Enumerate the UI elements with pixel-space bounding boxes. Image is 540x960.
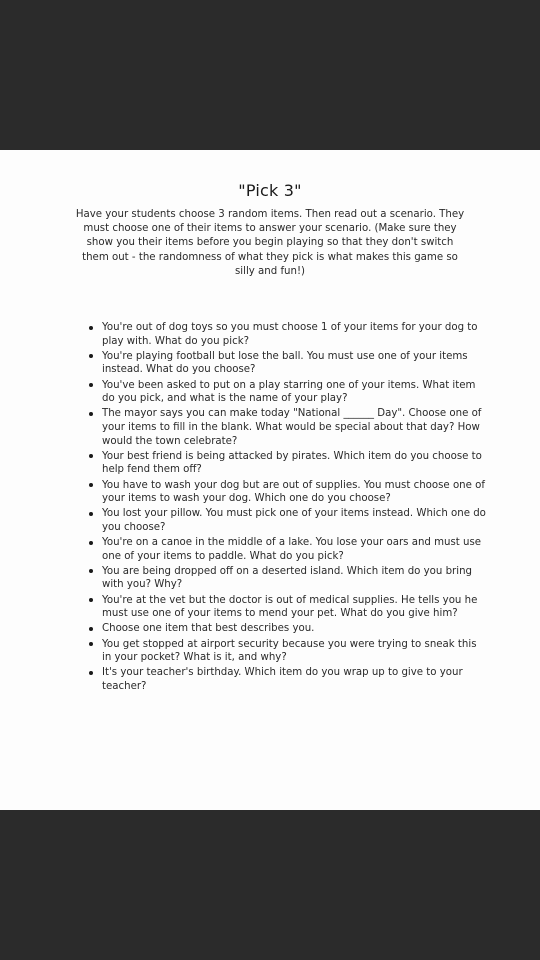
document-page [0, 150, 540, 810]
top-letterbox [0, 0, 540, 150]
intro-paragraph: Have your students choose 3 random items. Then read out a scenario. They must choose one of their items to answer your scenario. (Make sure they show you their items before you begin playing so that they don't switch them out - the randomness of what they pick is what makes this game so silly and fun!) [75, 209, 465, 277]
list-item: You're at the vet but the doctor is out of medical supplies. He tells you he must use one of your items to mend your pet. What do you give him? [102, 594, 487, 621]
page-title: "Pick 3" [238, 181, 302, 200]
list-item: Your best friend is being attacked by pirates. Which item do you choose to help fend them off? [102, 450, 487, 477]
list-item: Choose one item that best describes you. [102, 622, 487, 636]
list-item: You're playing football but lose the ball. You must use one of your items instead. What do you choose? [102, 350, 487, 377]
list-item: You've been asked to put on a play starring one of your items. What item do you pick, and what is the name of your play? [102, 379, 487, 406]
scenario-list [86, 321, 487, 695]
list-item: You are being dropped off on a deserted island. Which item do you bring with you? Why? [102, 565, 487, 592]
list-item: It's your teacher's birthday. Which item do you wrap up to give to your teacher? [102, 666, 487, 693]
list-item: You have to wash your dog but are out of supplies. You must choose one of your items to wash your dog. Which one do you choose? [102, 479, 487, 506]
bottom-letterbox [0, 810, 540, 960]
list-item: You get stopped at airport security because you were trying to sneak this in your pocket? What is it, and why? [102, 638, 487, 665]
list-item: You lost your pillow. You must pick one of your items instead. Which one do you choose? [102, 508, 486, 533]
list-item: You're out of dog toys so you must choose 1 of your items for your dog to play with. What do you pick? [102, 321, 487, 348]
list-item: The mayor says you can make today "National ______ Day". Choose one of your items to fill in the blank. What would be special about that day? How would the town celebrate? [102, 407, 487, 448]
list-item: You're on a canoe in the middle of a lake. You lose your oars and must use one of your items to paddle. What do you pick? [102, 536, 487, 563]
